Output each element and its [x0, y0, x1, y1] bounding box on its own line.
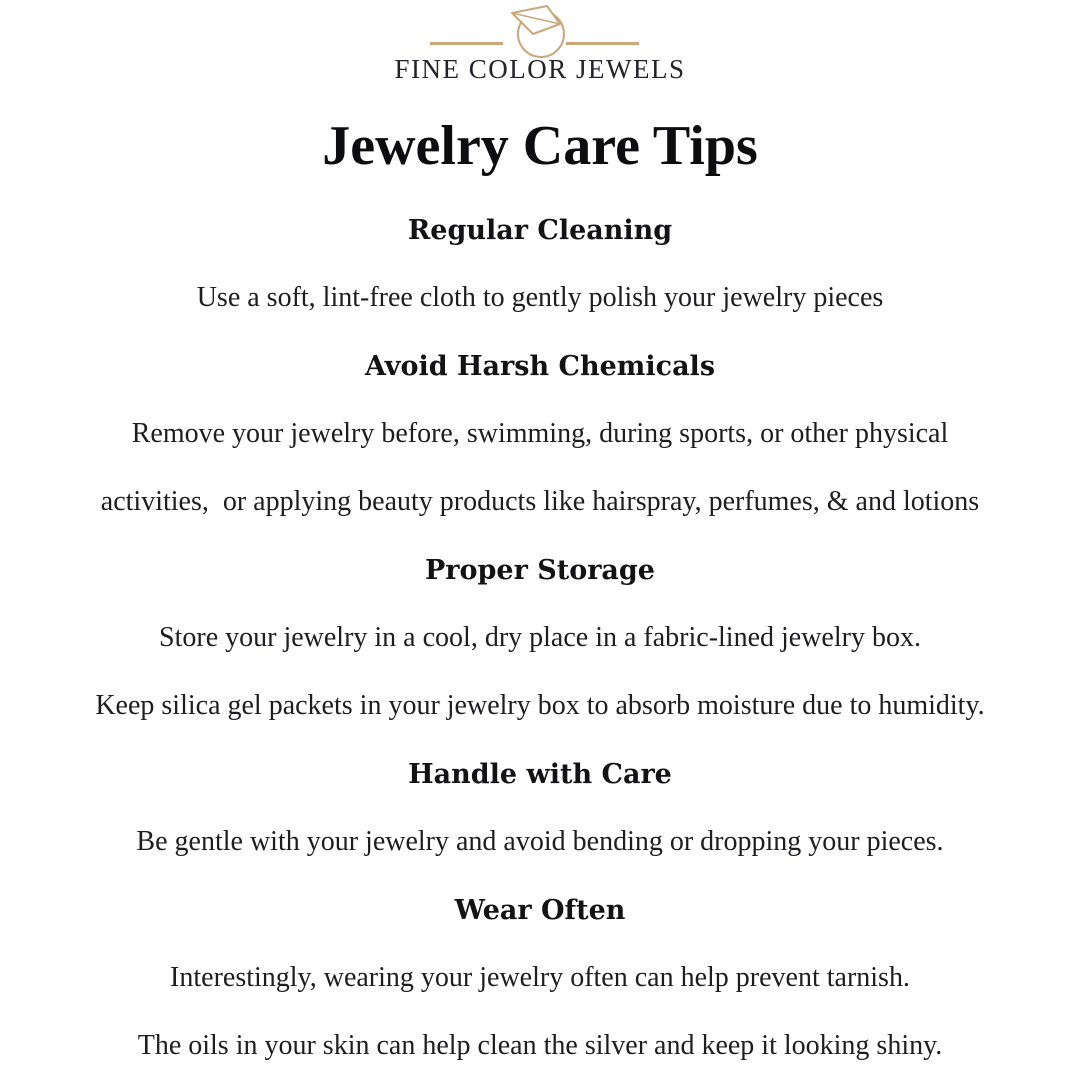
care-sections — [0, 196, 1080, 1080]
section-text-line: Use a soft, lint-free cloth to gently polish your jewelry pieces — [196, 282, 884, 313]
section-text-line: Store your jewelry in a cool, dry place in a fabric-lined jewelry box. — [159, 622, 921, 653]
section-text-line: activities, or applying beauty products like hairspray, perfumes, & and lotions — [100, 486, 980, 517]
section-heading: Proper Storage — [425, 554, 655, 586]
section-heading: Handle with Care — [408, 758, 672, 790]
section-text-line: Remove your jewelry before, swimming, during sports, or other physical — [131, 418, 949, 449]
section-text-line: Keep silica gel packets in your jewelry box to absorb moisture due to humidity. — [95, 690, 985, 721]
section-text-line: Be gentle with your jewelry and avoid bending or dropping your pieces. — [136, 826, 944, 857]
section-text-line: The oils in your skin can help clean the silver and keep it looking shiny. — [137, 1030, 943, 1061]
page-title: Jewelry Care Tips — [322, 115, 758, 177]
brand-name: FINE COLOR JEWELS — [394, 54, 686, 84]
section-text-line: Interestingly, wearing your jewelry often can help prevent tarnish. — [170, 962, 910, 993]
section-heading: Avoid Harsh Chemicals — [364, 350, 716, 382]
logo-divider-right — [566, 42, 639, 45]
section-heading: Regular Cleaning — [407, 214, 673, 246]
section-heading: Wear Often — [454, 894, 626, 926]
